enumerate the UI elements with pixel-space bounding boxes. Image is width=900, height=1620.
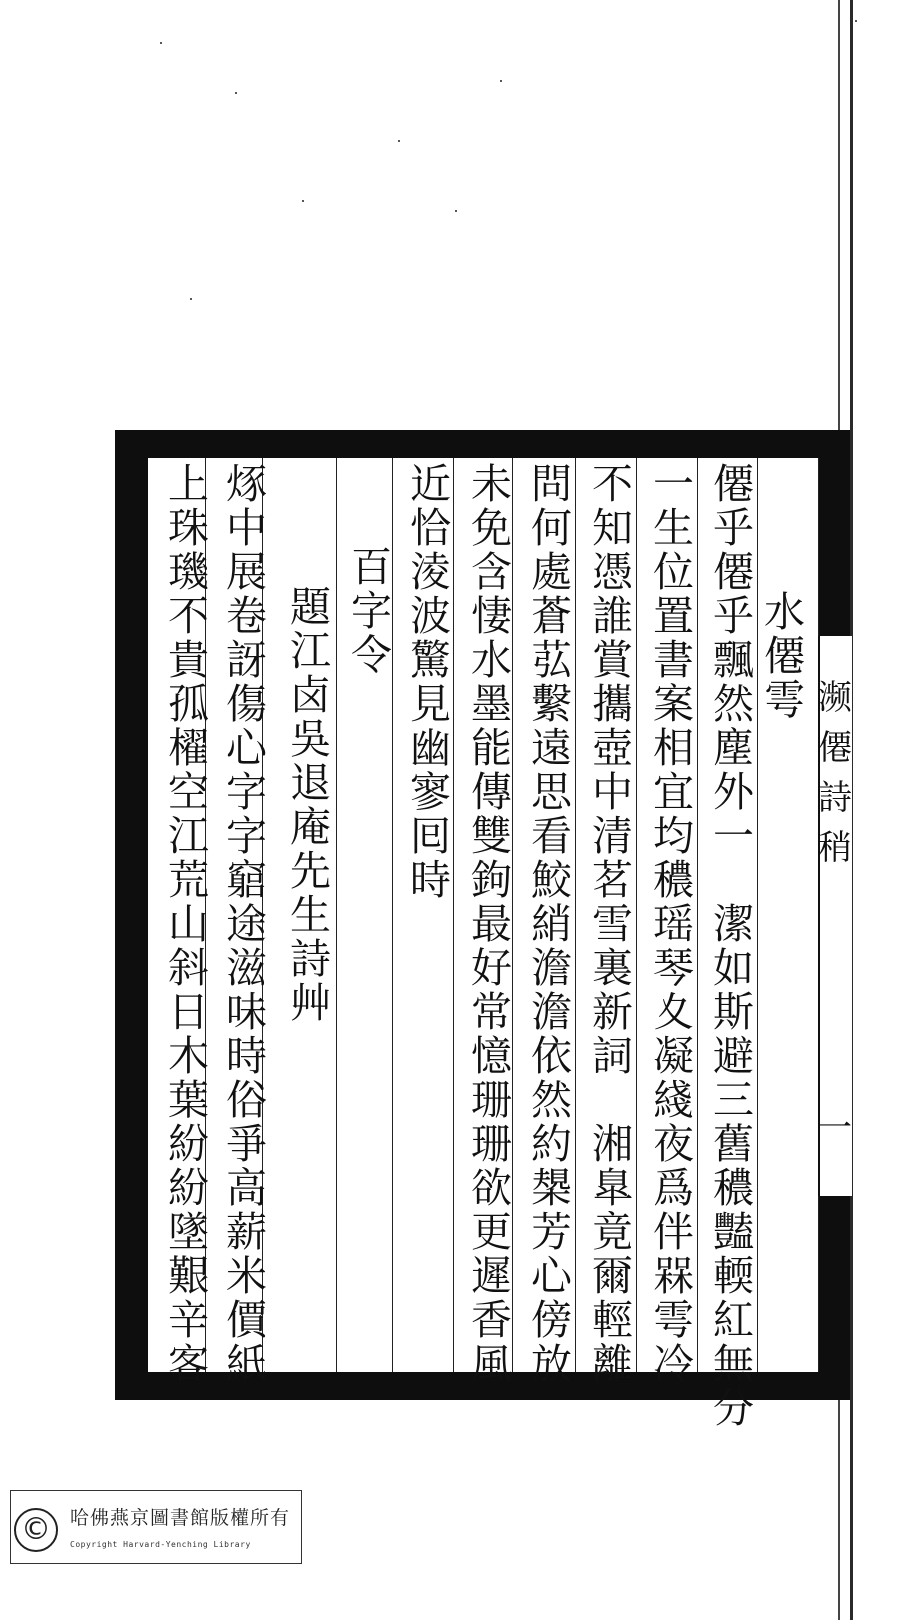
margin-title-char: 稍 [818,830,852,866]
margin-title-char: 一 [818,1110,852,1146]
text-column-8: 題江卤吳退庵先生詩艸 [283,585,331,1025]
copyright-text-chinese: 哈佛燕京圖書館版權所有 [70,1507,291,1529]
margin-title-char: 僊 [818,730,852,766]
text-column-2: 一生位置書案相宜均穠瑶琴夊凝綫夜爲伴槑雩冷 [646,462,694,1386]
margin-title-char: 濒 [818,680,852,716]
copyright-text-english: Copyright Harvard-Yenching Library [70,1540,251,1549]
copyright-icon: © [14,1508,58,1552]
text-column-1: 僊乎僊乎飄然塵外一 潔如斯避三舊穠豔輭紅無分 [706,462,754,1430]
text-column-4: 問何處蒼苰繫遠思看鮫綃澹澹依然約槼芳心傍放 [524,462,572,1386]
text-column-3: 不知憑誰賞攜壺中清茗雪裏新詞 湘臯竟爾輕離 [585,462,633,1386]
poem-title: 水僊雩 [757,590,805,722]
text-column-7: 百字令 [344,545,392,677]
text-column-6: 近恰淩波驚見幽寥囘時 [403,462,451,902]
text-column-9: 烼中展卷訝傷心字字竆途滋味時俗爭高薪米價紙 [219,462,267,1386]
text-column-10: 上珠璣不貴孤櫂空江荒山斜日木葉紛紛墜艱辛客 [161,462,209,1386]
margin-title-char: 詩 [818,780,852,816]
text-column-5: 未免含悽水墨能傳雙鉤最好常憶珊珊欲更遲香風 [464,462,512,1386]
